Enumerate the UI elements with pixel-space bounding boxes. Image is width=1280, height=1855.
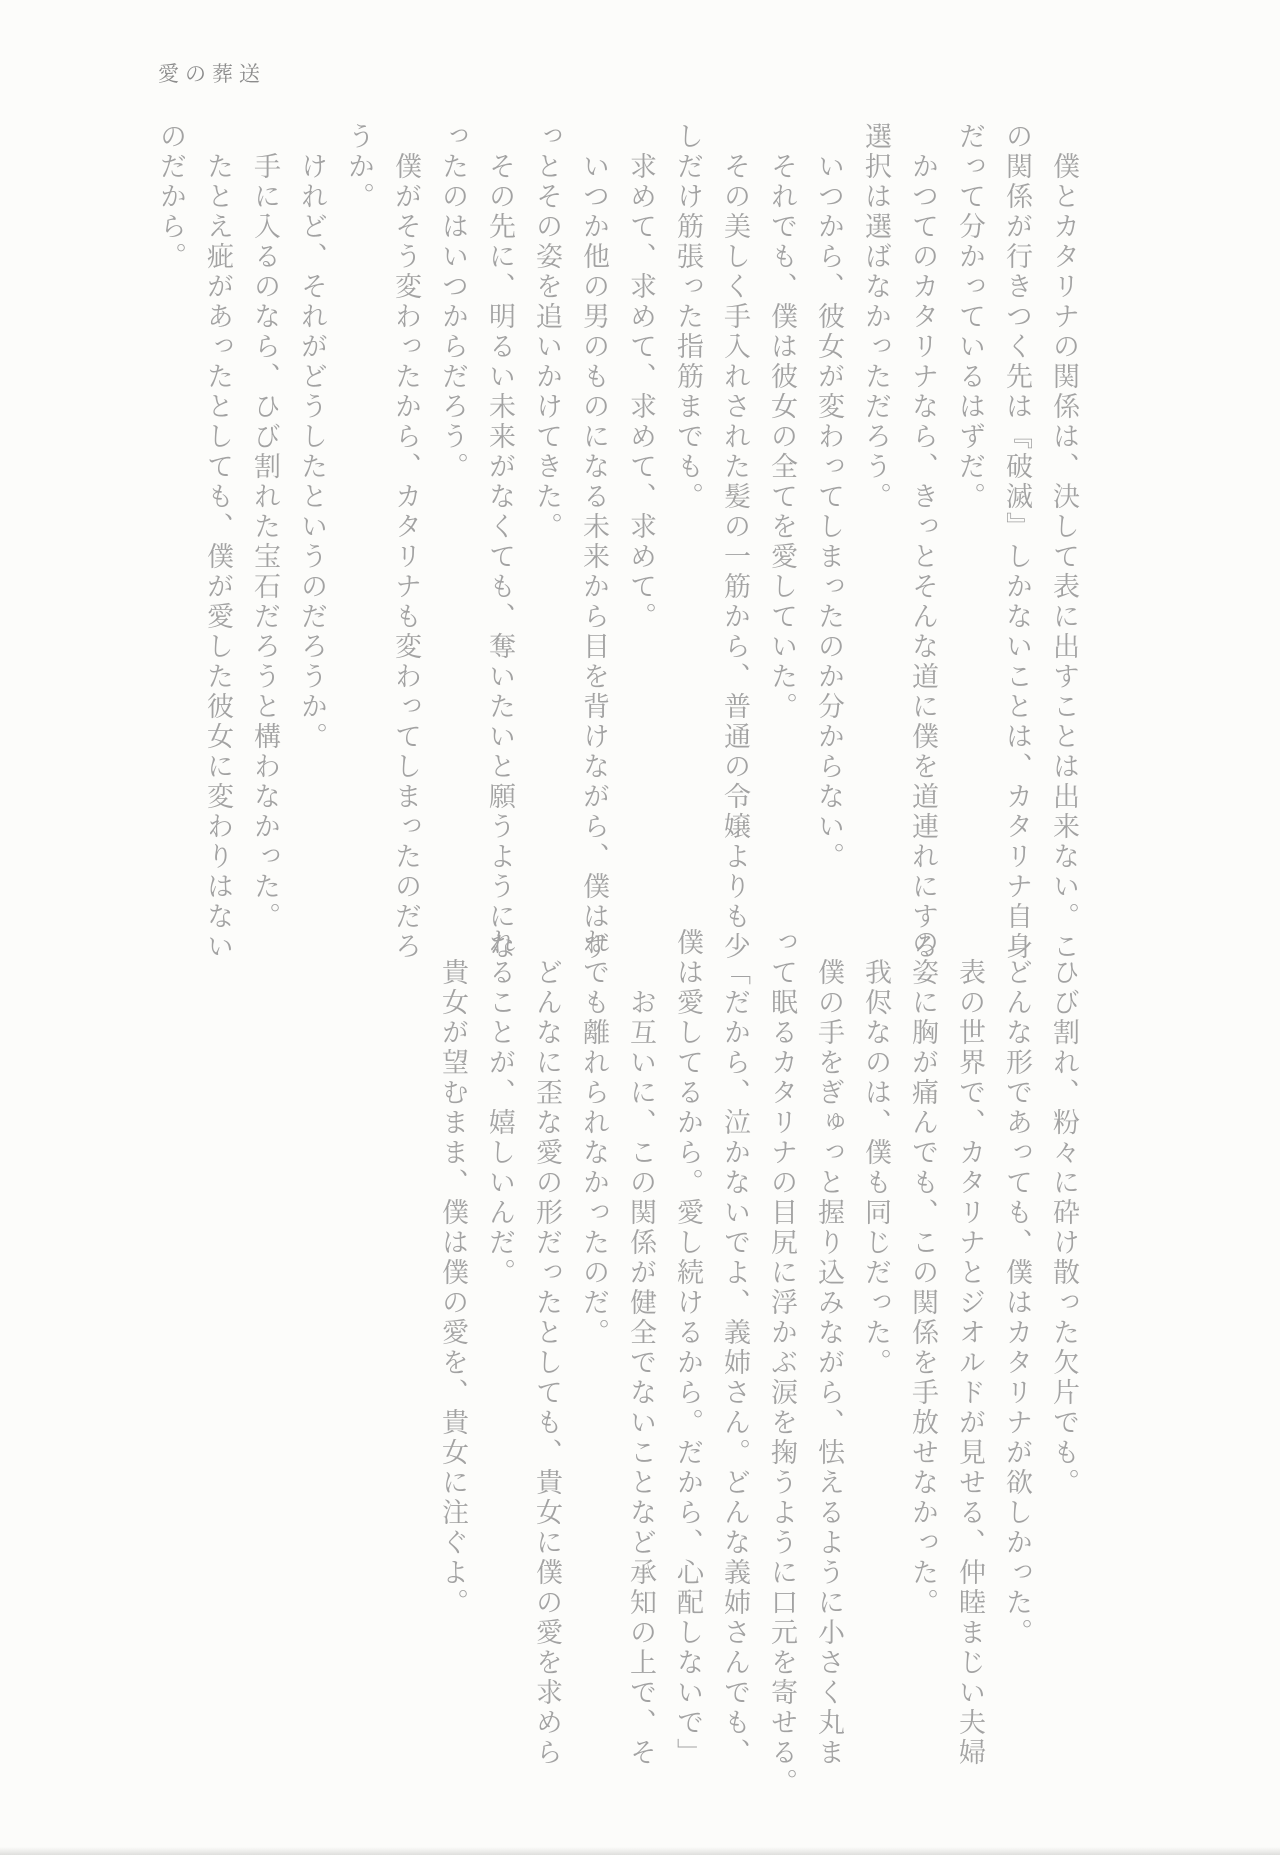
text-column: 表の世界で、カタリナとジオルドが見せる、仲睦まじい夫婦 [955,958,985,1768]
text-column: の姿に胸が痛んでも、この関係を手放せなかった。 [908,928,938,1618]
text-column: 貴女が望むまま、僕は僕の愛を、貴女に注ぐよ。 [438,958,468,1618]
text-column: かつてのカタリナなら、きっとそんな道に僕を道連れにする [908,152,938,962]
text-column: っとその姿を追いかけてきた。 [532,122,562,542]
text-column: 僕とカタリナの関係は、決して表に出すことは出来ない。こ [1049,152,1079,962]
text-column: のだから。 [156,122,186,272]
text-column: その先に、明るい未来がなくても、奪いたいと願うようにな [485,152,515,962]
text-column: の関係が行きつく先は『破滅』しかないことは、カタリナ自身 [1002,122,1032,962]
text-column: いつから、彼女が変わってしまったのか分からない。 [814,152,844,872]
text-column: だって分かっているはずだ。 [955,122,985,512]
text-column: しだけ筋張った指筋までも。 [673,122,703,512]
text-column: れでも離れられなかったのだ。 [579,928,609,1348]
text-column: どんなに歪な愛の形だったとしても、貴女に僕の愛を求めら [532,958,562,1768]
text-column: 選択は選ばなかっただろう。 [861,122,891,512]
text-column: れることが、嬉しいんだ。 [485,928,515,1288]
text-column: うか。 [344,122,374,212]
text-column: 求めて、求めて、求めて、求めて。 [626,152,656,632]
text-column: たとえ疵があったとしても、僕が愛した彼女に変わりはない [203,152,233,962]
upper-text-block [147,122,1087,974]
text-column: 僕がそう変わったから、カタリナも変わってしまったのだろ [391,152,421,962]
text-column: 僕は愛してるから。愛し続けるから。だから、心配しないで」 [673,928,703,1768]
text-column: って眠るカタリナの目尻に浮かぶ涙を掬うように口元を寄せる。 [767,928,797,1798]
text-column: けれど、それがどうしたというのだろうか。 [297,152,327,752]
text-column: 「だから、泣かないでよ、義姉さん。どんな義姉さんでも、 [720,958,750,1768]
text-column: 我侭なのは、僕も同じだった。 [861,958,891,1378]
page-title: 愛の葬送 [158,62,266,86]
text-column: 手に入るのなら、ひび割れた宝石だろうと構わなかった。 [250,152,280,932]
text-column: ったのはいつからだろう。 [438,122,468,482]
text-column: 僕の手をぎゅっと握り込みながら、怯えるように小さく丸ま [814,958,844,1768]
text-column: その美しく手入れされた髪の一筋から、普通の令嬢よりも少 [720,152,750,962]
lower-text-block [429,928,1087,1804]
text-column: それでも、僕は彼女の全てを愛していた。 [767,152,797,722]
text-column: いつか他の男のものになる未来から目を背けながら、僕はず [579,152,609,962]
text-column: お互いに、この関係が健全でないことなど承知の上で、そ [626,988,656,1768]
text-column: ひび割れ、粉々に砕け散った欠片でも。 [1049,958,1079,1498]
scan-edge-shadow [0,1847,1280,1855]
text-column: どんな形であっても、僕はカタリナが欲しかった。 [1002,958,1032,1648]
